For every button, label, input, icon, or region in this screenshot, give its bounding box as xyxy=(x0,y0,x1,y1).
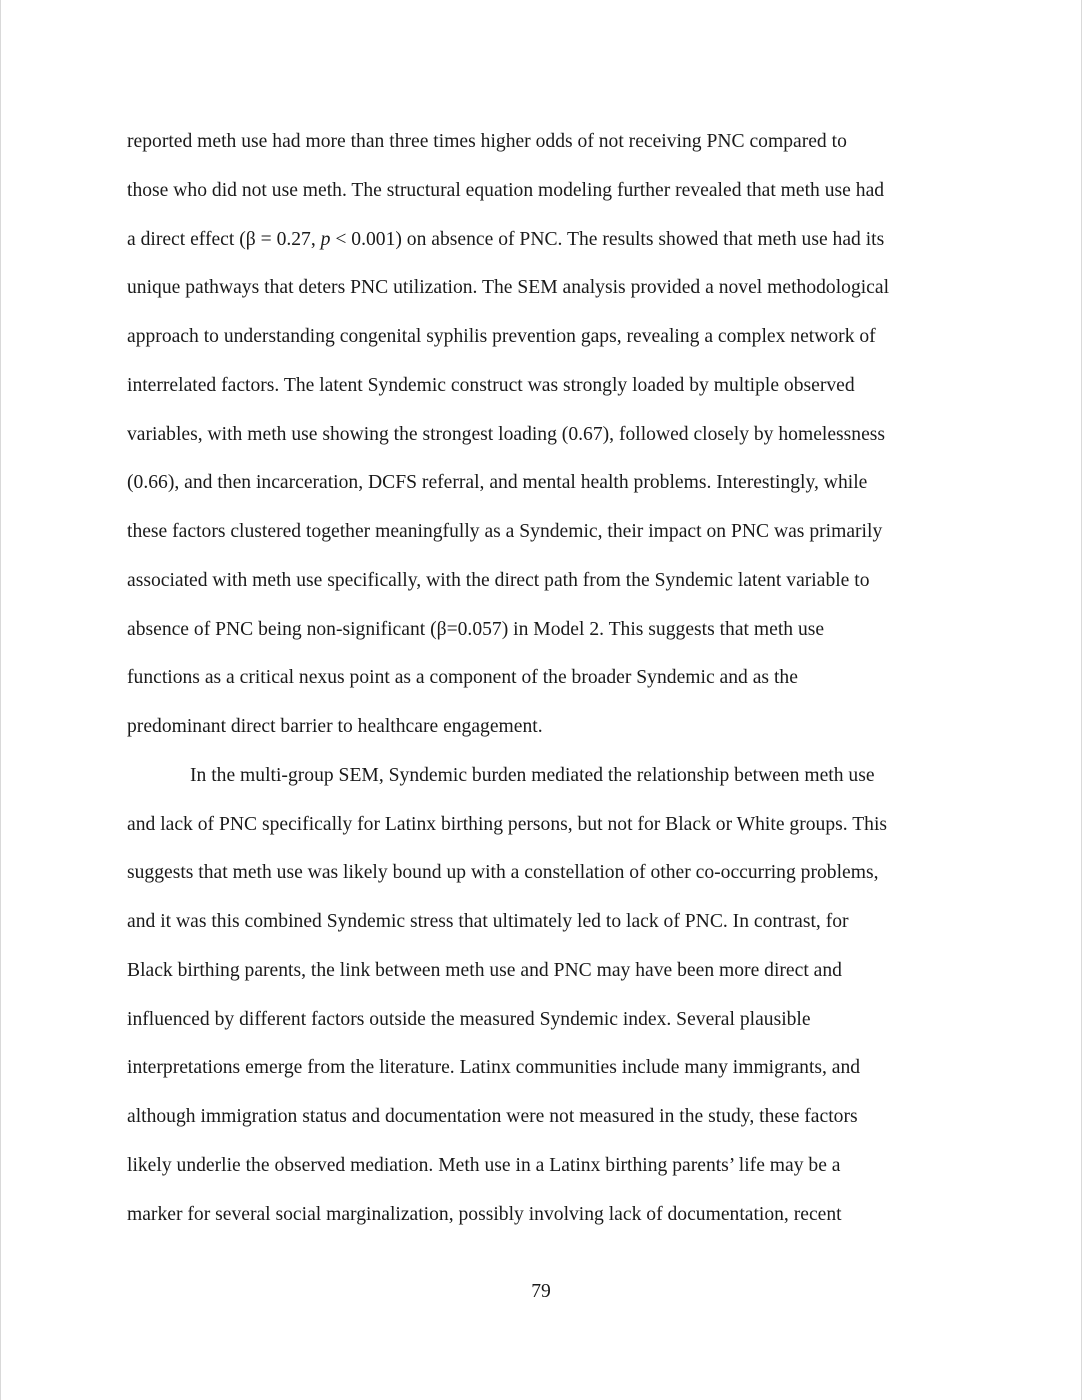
text-segment: a direct effect (β = 0.27, xyxy=(127,228,321,250)
page-left-edge xyxy=(0,0,1,1400)
paragraph-1-line: absence of PNC being non-significant (β=0.057) in Model 2. This suggests that meth use xyxy=(127,618,825,640)
paragraph-1-line xyxy=(127,216,962,265)
paragraph-1-line: reported meth use had more than three times higher odds of not receiving PNC compared to xyxy=(127,131,847,152)
paragraph-2-line: and lack of PNC specifically for Latinx birthing persons, but not for Black or White groups. This xyxy=(127,813,888,835)
paragraph-1-line: (0.66), and then incarceration, DCFS referral, and mental health problems. Interestingly, while xyxy=(127,472,868,494)
paragraph-2-line: although immigration status and documentation were not measured in the study, these factors xyxy=(127,1106,858,1127)
paragraph-1-line: these factors clustered together meaningfully as a Syndemic, their impact on PNC was primarily xyxy=(127,521,883,542)
paragraph-1-line: approach to understanding congenital syphilis prevention gaps, revealing a complex network of xyxy=(127,326,876,347)
body-text xyxy=(127,118,962,1239)
italic-segment: p xyxy=(320,228,331,250)
paragraph-1-line: unique pathways that deters PNC utilization. The SEM analysis provided a novel methodological xyxy=(127,277,890,299)
paragraph-2-line: suggests that meth use was likely bound up with a constellation of other co-occurring problems, xyxy=(127,862,879,884)
paragraph-2-line: In the multi-group SEM, Syndemic burden mediated the relationship between meth use xyxy=(190,764,875,786)
paragraph-1-line: associated with meth use specifically, with the direct path from the Syndemic latent variable to xyxy=(127,569,870,591)
page-number: 79 xyxy=(531,1281,551,1302)
paragraph-1-line: predominant direct barrier to healthcare engagement. xyxy=(127,716,543,737)
text-segment: < 0.001) on absence of PNC. The results showed that meth use had its xyxy=(330,228,885,250)
paragraph-2-line: influenced by different factors outside the measured Syndemic index. Several plausible xyxy=(127,1008,811,1030)
paragraph-2-line: marker for several social marginalization, possibly involving lack of documentation, recent xyxy=(127,1203,842,1225)
paragraph-2-line: Black birthing parents, the link between meth use and PNC may have been more direct and xyxy=(127,959,842,981)
paragraph-2-line: likely underlie the observed mediation. Meth use in a Latinx birthing parents’ life may be a xyxy=(127,1154,841,1176)
paragraph-2-line: interpretations emerge from the literature. Latinx communities include many immigrants, and xyxy=(127,1057,861,1079)
paragraph-1-line: interrelated factors. The latent Syndemic construct was strongly loaded by multiple observed xyxy=(127,374,855,396)
paragraph-1-line: those who did not use meth. The structural equation modeling further revealed that meth use had xyxy=(127,179,885,201)
paragraph-2-line: and it was this combined Syndemic stress that ultimately led to lack of PNC. In contrast, for xyxy=(127,911,849,932)
paragraph-1-line: functions as a critical nexus point as a component of the broader Syndemic and as the xyxy=(127,667,798,689)
paragraph-1-line: variables, with meth use showing the strongest loading (0.67), followed closely by homelessness xyxy=(127,423,886,445)
